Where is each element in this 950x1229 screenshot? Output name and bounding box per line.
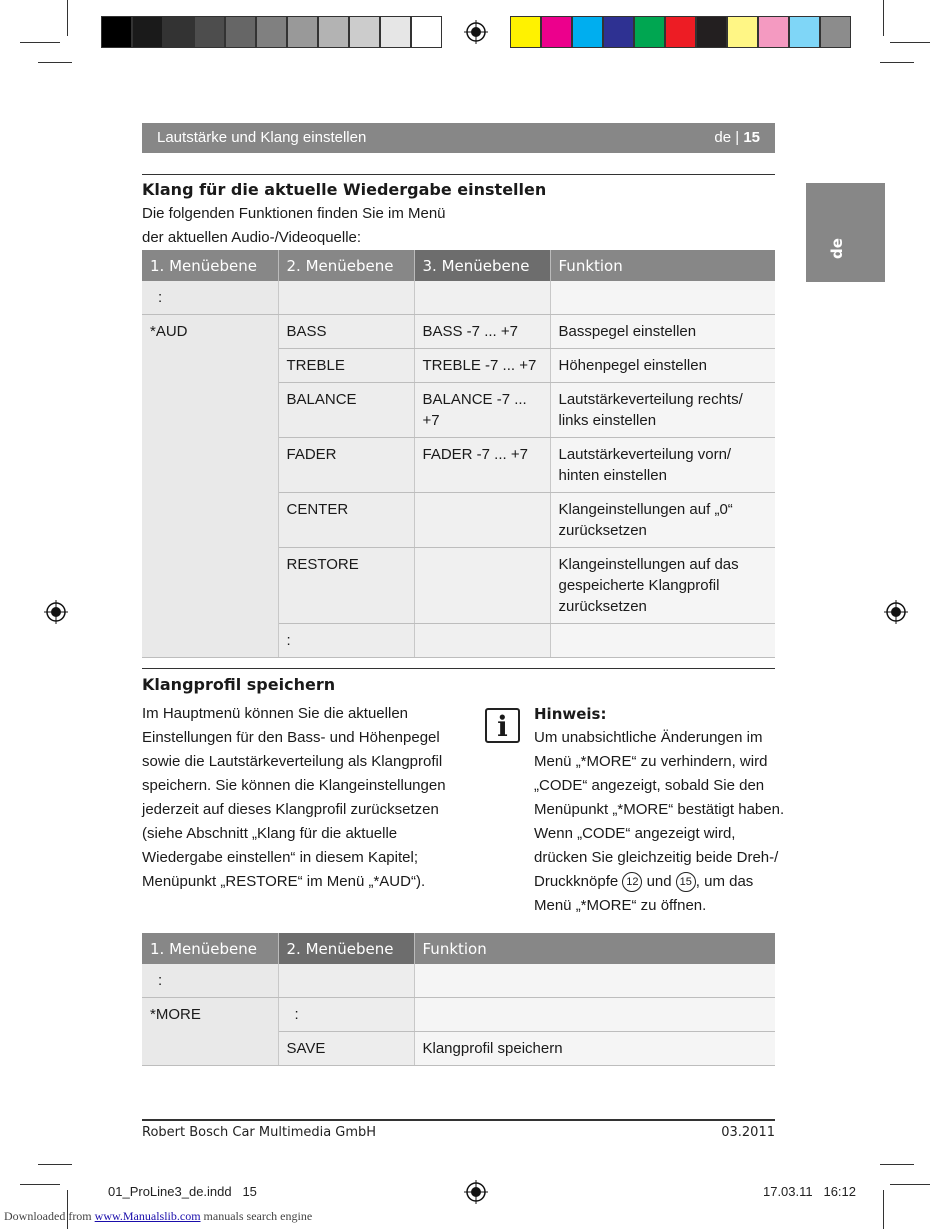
color-swatch <box>132 16 163 48</box>
color-swatch <box>603 16 634 48</box>
table-header-row <box>142 933 775 964</box>
table-cell: : <box>278 998 414 1032</box>
crop-mark <box>38 1164 72 1165</box>
table-row <box>142 281 775 315</box>
section-heading: Klangprofil speichern <box>142 675 336 694</box>
registration-mark-icon <box>884 600 908 624</box>
color-swatch <box>634 16 665 48</box>
side-tab-label: de <box>828 238 846 259</box>
info-icon: i <box>485 708 520 743</box>
table-header: 3. Menüebene <box>414 250 550 281</box>
section-rule <box>142 174 775 175</box>
page-header-bar <box>142 123 775 153</box>
color-swatch <box>225 16 256 48</box>
color-swatch <box>541 16 572 48</box>
download-note: Downloaded from www.Manualslib.com manuals search engine <box>4 1209 313 1223</box>
color-swatch <box>318 16 349 48</box>
note-title: Hinweis: <box>534 705 607 723</box>
table-header: 2. Menüebene <box>278 250 414 281</box>
color-swatch <box>380 16 411 48</box>
color-swatch <box>696 16 727 48</box>
color-swatch <box>572 16 603 48</box>
color-swatch <box>163 16 194 48</box>
table-cell <box>414 493 550 548</box>
slug-file: 01_ProLine3_de.indd 15 <box>108 1184 257 1199</box>
section-rule <box>142 668 775 669</box>
table-row <box>142 998 775 1032</box>
table-cell: : <box>142 964 278 998</box>
section-heading: Klang für die aktuelle Wiedergabe einstellen <box>142 180 547 199</box>
table-cell: Klangeinstellungen auf „0“ zurücksetzen <box>550 493 775 548</box>
table-cell: TREBLE -7 ... +7 <box>414 349 550 383</box>
crop-mark <box>883 0 884 36</box>
table-cell: Lautstärkeverteilung rechts/ links einstellen <box>550 383 775 438</box>
color-swatch <box>758 16 789 48</box>
crop-mark <box>20 1184 60 1185</box>
table-header: 1. Menüebene <box>142 250 278 281</box>
table-header: 1. Menüebene <box>142 933 278 964</box>
table-cell: Höhenpegel einstellen <box>550 349 775 383</box>
color-swatch <box>287 16 318 48</box>
color-swatch <box>101 16 132 48</box>
crop-mark <box>890 42 930 43</box>
table-row <box>142 964 775 998</box>
page-header-title: Lautstärke und Klang einstellen <box>157 129 367 146</box>
table-header: Funktion <box>414 933 775 964</box>
table-cell: FADER -7 ... +7 <box>414 438 550 493</box>
crop-mark <box>67 0 68 36</box>
page-number: de | 15 <box>714 129 760 146</box>
table-cell: SAVE <box>278 1032 414 1066</box>
registration-mark-icon <box>464 1180 488 1204</box>
table-cell: Klangprofil speichern <box>414 1032 775 1066</box>
color-swatch <box>789 16 820 48</box>
knob-number-badge: 12 <box>622 872 642 892</box>
table-cell: BALANCE <box>278 383 414 438</box>
language-side-tab <box>806 183 885 282</box>
color-swatch <box>665 16 696 48</box>
aud-menu-table <box>142 250 775 658</box>
table-cell: CENTER <box>278 493 414 548</box>
menu-group-cell: *MORE <box>142 998 278 1066</box>
more-menu-table <box>142 933 775 1066</box>
table-cell: BASS -7 ... +7 <box>414 315 550 349</box>
color-swatch <box>256 16 287 48</box>
note-box: Hinweis: Um unabsichtliche Änderungen im Menü „*MORE“ zu verhindern, wird „CODE“ angezeigt, sobald Sie den Menüpunkt „*MORE“ bestätigt haben. Wenn „CODE“ angezeigt wird, drücken Sie gleichzeitig beide Dreh-/ Druckknöpfe 12 und 15 , um das Menü „*MORE“ zu öffnen. <box>534 702 784 918</box>
color-swatch <box>820 16 851 48</box>
table-cell: : <box>278 624 414 658</box>
crop-mark <box>20 42 60 43</box>
crop-mark <box>38 62 72 63</box>
table-cell: TREBLE <box>278 349 414 383</box>
table-header-row <box>142 250 775 281</box>
footer-date: 03.2011 <box>721 1125 775 1140</box>
knob-number-badge: 15 <box>676 872 696 892</box>
table-cell <box>414 548 550 624</box>
table-cell: FADER <box>278 438 414 493</box>
color-swatch <box>194 16 225 48</box>
registration-mark-icon <box>44 600 68 624</box>
crop-mark <box>890 1184 930 1185</box>
table-header: Funktion <box>550 250 775 281</box>
table-cell: Basspegel einstellen <box>550 315 775 349</box>
table-cell: RESTORE <box>278 548 414 624</box>
table-cell: : <box>142 281 278 315</box>
registration-mark-icon <box>464 20 488 44</box>
footer-company: Robert Bosch Car Multimedia GmbH <box>142 1125 377 1140</box>
table-row <box>142 315 775 349</box>
color-swatch <box>510 16 541 48</box>
color-swatch <box>349 16 380 48</box>
table-cell: Lautstärkeverteilung vorn/ hinten einstellen <box>550 438 775 493</box>
manualslib-link[interactable]: www.Manualslib.com <box>94 1209 201 1223</box>
table-cell: Klangeinstellungen auf das gespeicherte Klangprofil zurücksetzen <box>550 548 775 624</box>
crop-mark <box>883 1190 884 1229</box>
color-swatch <box>727 16 758 48</box>
footer-rule <box>142 1119 775 1121</box>
crop-mark <box>880 62 914 63</box>
section-intro: Die folgenden Funktionen finden Sie im Menü der aktuellen Audio-/Videoquelle: <box>142 205 446 246</box>
color-swatch <box>411 16 442 48</box>
table-header: 2. Menüebene <box>278 933 414 964</box>
table-cell: BASS <box>278 315 414 349</box>
table-cell: BALANCE -7 ... +7 <box>414 383 550 438</box>
menu-group-cell: *AUD <box>142 315 278 658</box>
section-paragraph: Im Hauptmenü können Sie die aktuellen Einstellungen für den Bass- und Höhenpegel sowie die Lautstärkeverteilung als Klangprofil speichern. Sie können die Klangeinstellungen jederzeit auf dieses Klangprofil zurücksetzen (siehe Abschnitt „Klang für die aktuelle Wiedergabe einstellen“ in diesem Kapitel; Menüpunkt „RESTORE“ im Menü „*AUD“). <box>142 705 446 890</box>
crop-mark <box>880 1164 914 1165</box>
slug-timestamp: 17.03.11 16:12 <box>762 1184 856 1199</box>
